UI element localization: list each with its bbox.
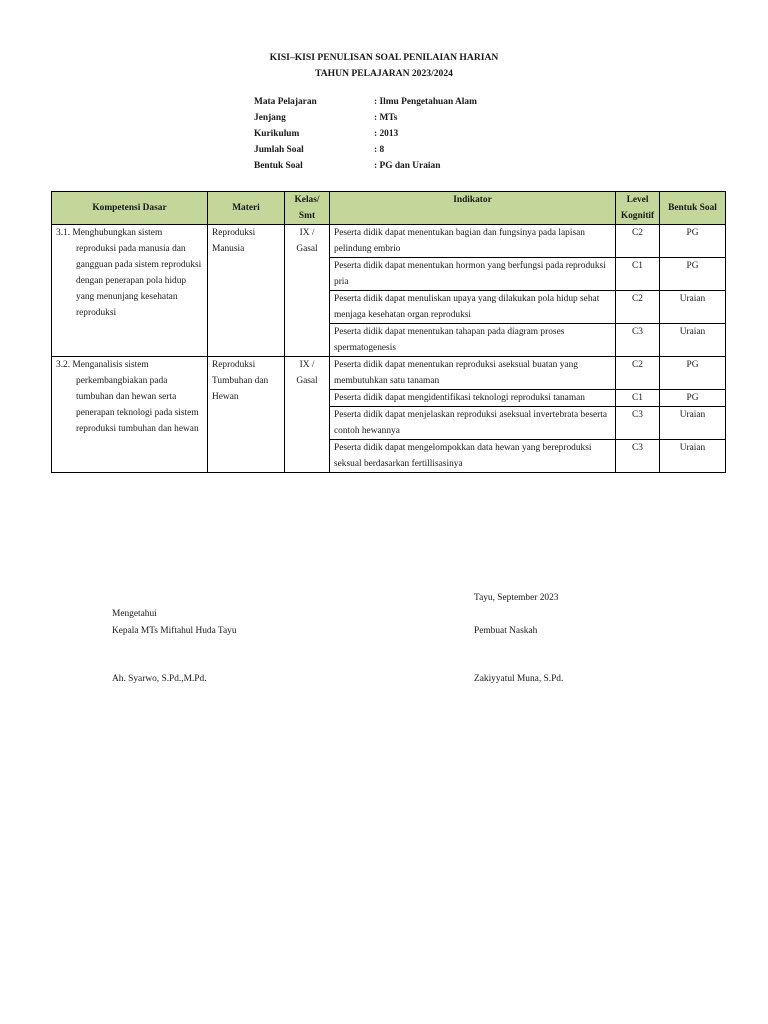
bentuk-cell: Uraian: [660, 324, 726, 357]
signature-author-name: Zakiyyatul Muna, S.Pd.: [474, 674, 564, 684]
indikator-cell: Peserta didik dapat menentukan tahapan pada diagram proses spermatogenesis: [330, 324, 616, 357]
kd-cell: [52, 225, 208, 357]
meta-value: : 8: [374, 145, 385, 155]
indikator-cell: Peserta didik dapat mengelompokkan data hewan yang bereproduksi seksual berdasarkan fertillisasinya: [330, 440, 616, 473]
signature-headmaster-title: Kepala MTs Miftahul Huda Tayu: [112, 626, 237, 636]
indikator-cell: Peserta didik dapat menuliskan upaya yang dilakukan pola hidup sehat menjaga kesehatan organ reproduksi: [330, 291, 616, 324]
indikator-cell: Peserta didik dapat menentukan reproduksi aseksual buatan yang membutuhkan satu tanaman: [330, 357, 616, 390]
meta-value: : Ilmu Pengetahuan Alam: [374, 97, 477, 107]
indikator-cell: Peserta didik dapat menentukan hormon yang berfungsi pada reproduksi pria: [330, 258, 616, 291]
kd-cell: [52, 357, 208, 473]
meta-label: Mata Pelajaran: [254, 97, 317, 107]
level-cell: C1: [616, 390, 660, 407]
meta-label: Bentuk Soal: [254, 161, 303, 171]
kelas-cell: IX / Gasal: [285, 225, 330, 357]
kisi-kisi-table: [51, 191, 726, 473]
indikator-cell: Peserta didik dapat mengidentifikasi teknologi reproduksi tanaman: [330, 390, 616, 407]
bentuk-cell: Uraian: [660, 440, 726, 473]
materi-cell: Reproduksi Tumbuhan dan Hewan: [208, 357, 285, 473]
signature-author-role: Pembuat Naskah: [474, 626, 538, 636]
signature-acknowledge: Mengetahui: [112, 609, 157, 619]
level-cell: C2: [616, 291, 660, 324]
header-indikator: Indikator: [330, 192, 616, 225]
level-cell: C3: [616, 440, 660, 473]
bentuk-cell: PG: [660, 390, 726, 407]
table-row: [52, 357, 726, 390]
meta-value: : MTs: [374, 113, 398, 123]
header-materi: Materi: [208, 192, 285, 225]
table-header-row: [52, 192, 726, 225]
kd-text: 3.1. Menghubungkan sistem reproduksi pada manusia dan gangguan pada sistem reproduksi dengan penerapan pola hidup yang menunjang kesehatan reproduksi: [56, 228, 202, 318]
indikator-cell: Peserta didik dapat menentukan bagian dan fungsinya pada lapisan pelindung embrio: [330, 225, 616, 258]
level-cell: C3: [616, 407, 660, 440]
document-title: KISI–KISI PENULISAN SOAL PENILAIAN HARIAN: [269, 52, 499, 63]
meta-value: : 2013: [374, 129, 399, 139]
level-cell: C3: [616, 324, 660, 357]
header-level-kognitif: Level Kognitif: [616, 192, 660, 225]
kelas-cell: IX / Gasal: [285, 357, 330, 473]
bentuk-cell: Uraian: [660, 291, 726, 324]
materi-cell: Reproduksi Manusia: [208, 225, 285, 357]
document-subtitle: TAHUN PELAJARAN 2023/2024: [315, 68, 453, 79]
signature-place-date: Tayu, September 2023: [474, 593, 559, 603]
bentuk-cell: PG: [660, 258, 726, 291]
header-bentuk-soal: Bentuk Soal: [660, 192, 726, 225]
level-cell: C2: [616, 225, 660, 258]
indikator-cell: Peserta didik dapat menjelaskan reproduksi aseksual invertebrata beserta contoh hewannya: [330, 407, 616, 440]
header-kelas-smt: Kelas/ Smt: [285, 192, 330, 225]
meta-label: Kurikulum: [254, 129, 300, 139]
level-cell: C1: [616, 258, 660, 291]
bentuk-cell: PG: [660, 225, 726, 258]
meta-label: Jumlah Soal: [254, 145, 304, 155]
level-cell: C2: [616, 357, 660, 390]
meta-value: : PG dan Uraian: [374, 161, 441, 171]
kd-text: 3.2. Menganalisis sistem perkembangbiakan pada tumbuhan dan hewan serta penerapan teknologi pada sistem reproduksi tumbuhan dan hewan: [56, 360, 199, 434]
bentuk-cell: PG: [660, 357, 726, 390]
table-row: [52, 225, 726, 258]
signature-headmaster-name: Ah. Syarwo, S.Pd.,M.Pd.: [112, 674, 207, 684]
header-kompetensi-dasar: Kompetensi Dasar: [52, 192, 208, 225]
meta-label: Jenjang: [254, 113, 286, 123]
bentuk-cell: Uraian: [660, 407, 726, 440]
